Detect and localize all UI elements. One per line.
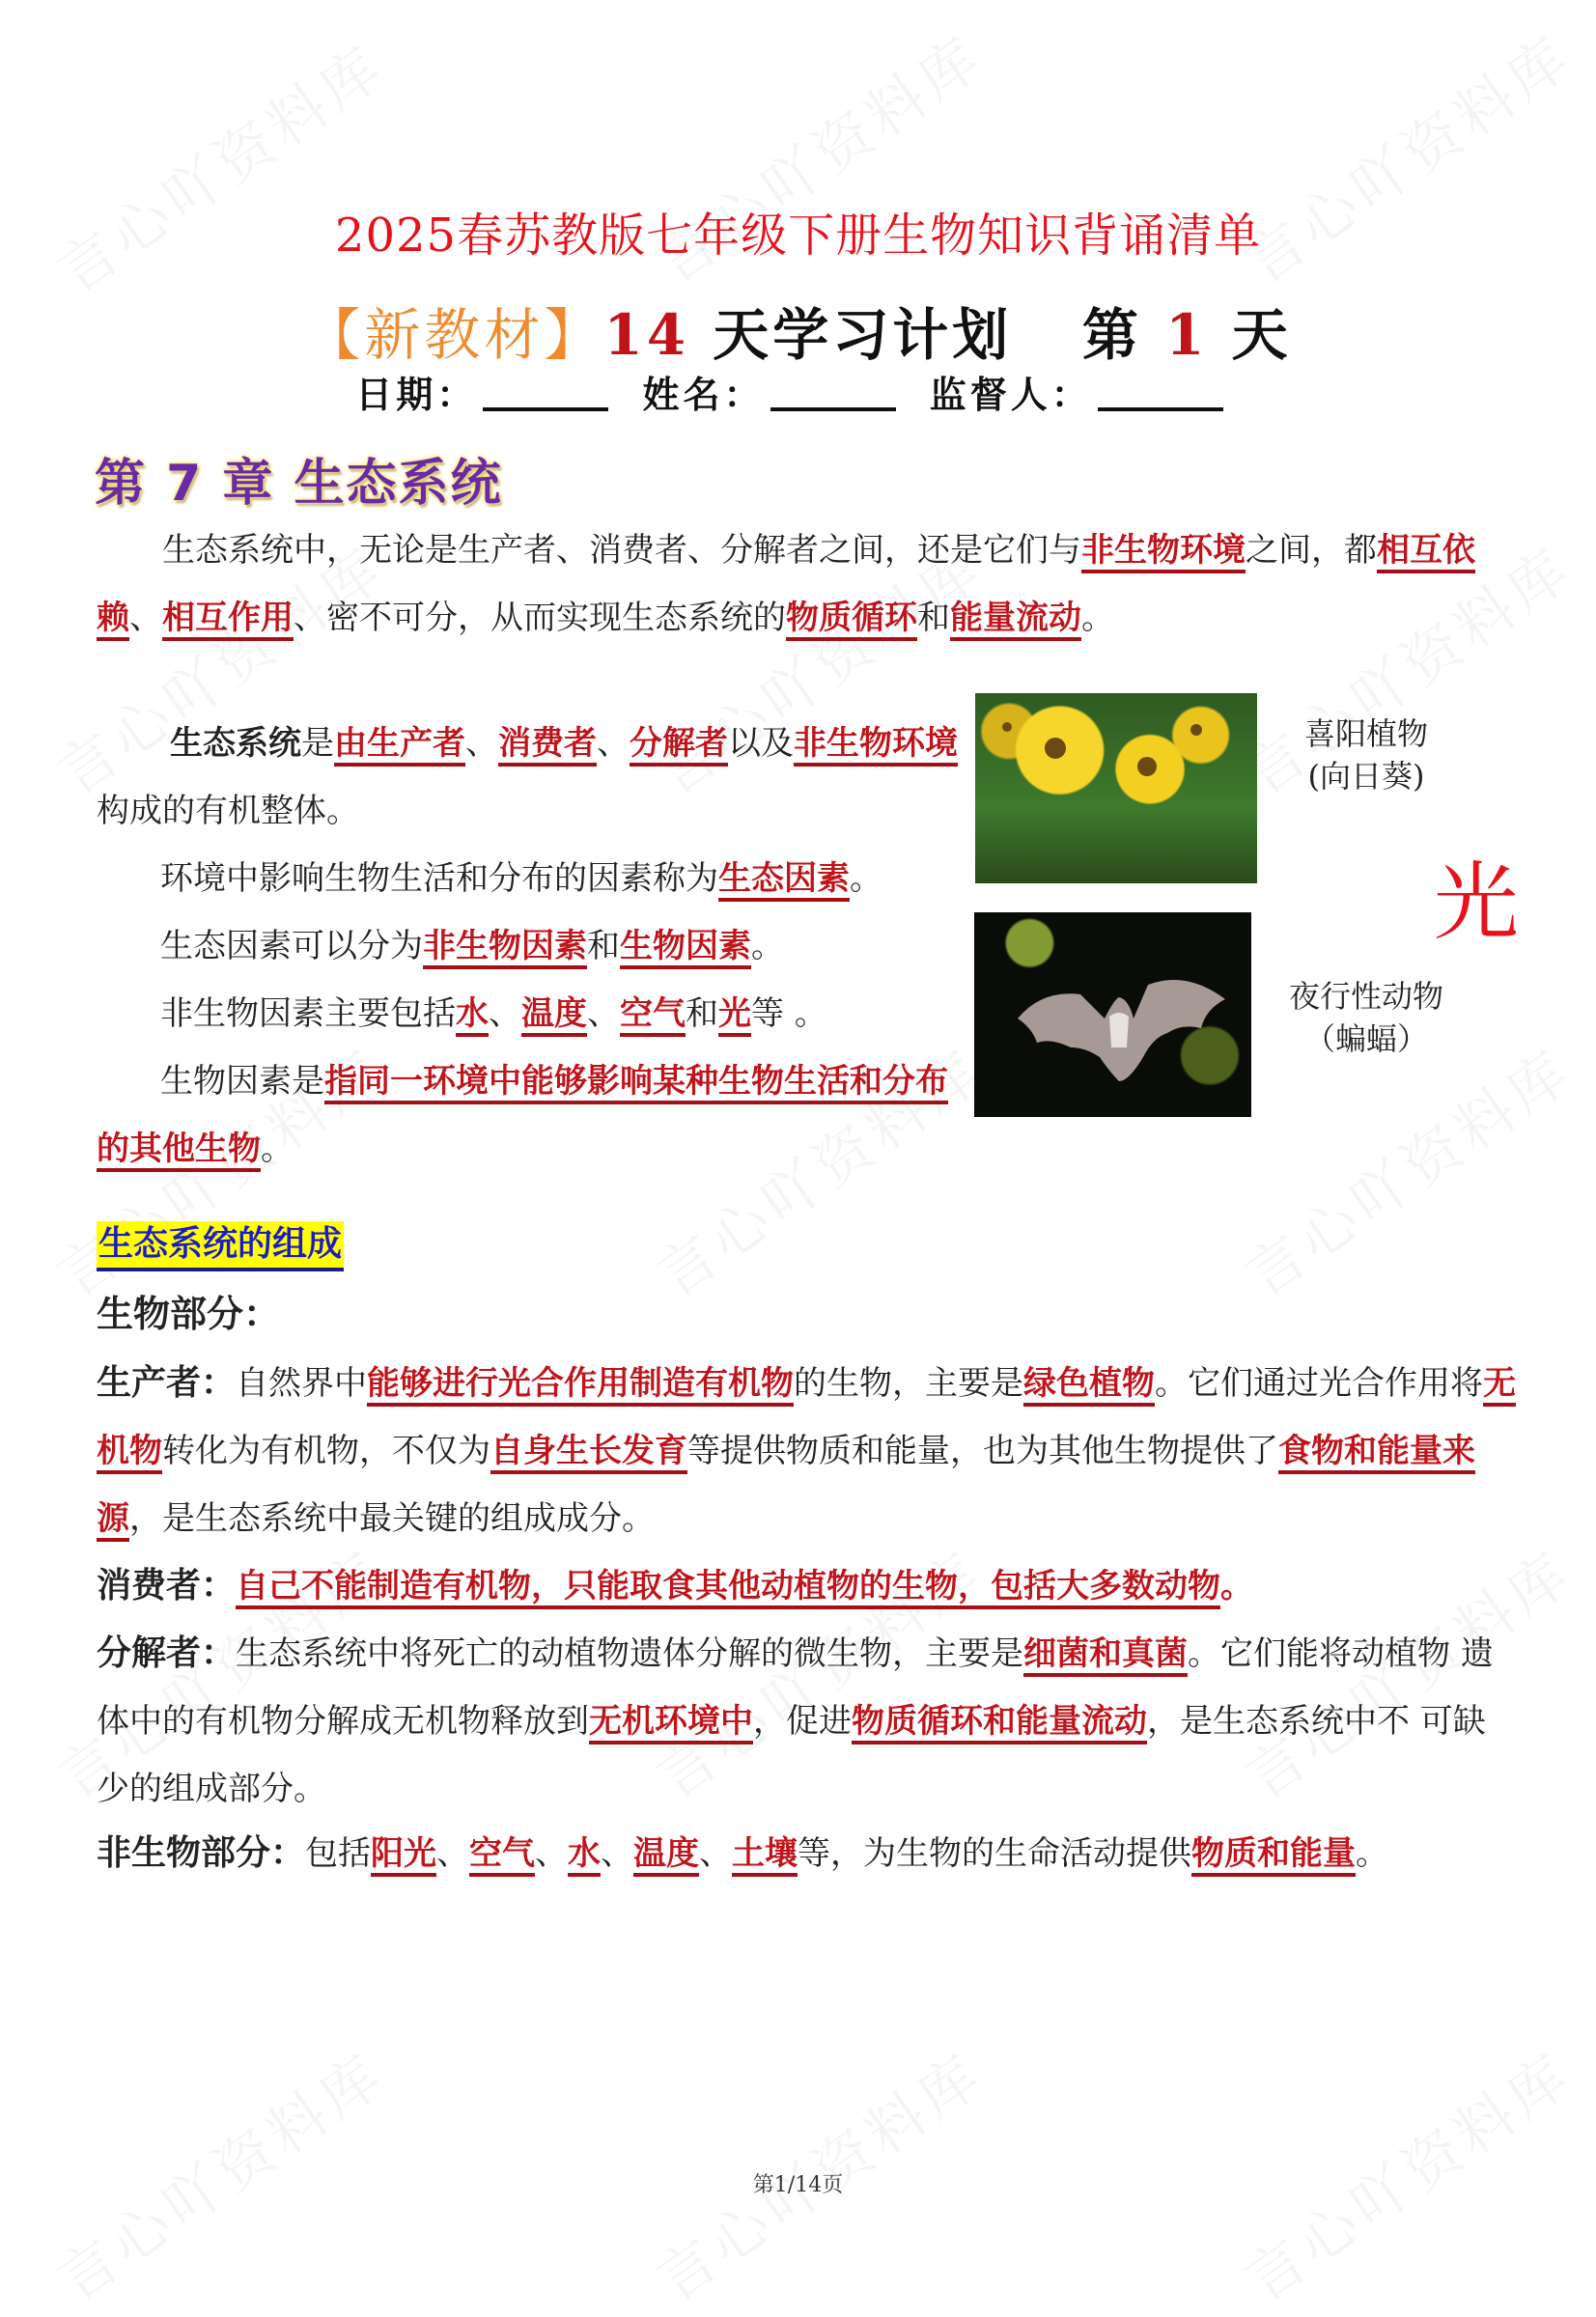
ecological-factor-line (97, 845, 966, 912)
day-suffix: 天 (1231, 302, 1292, 368)
text: 。 (1220, 1567, 1254, 1605)
key-term: 温度 (521, 994, 587, 1037)
text: ，是生态系统中不 可缺少的组成部分。 (97, 1702, 1486, 1808)
text: 、 (699, 1834, 733, 1873)
text: 以及 (728, 724, 794, 763)
plan-text: 天学习计划 (713, 302, 1013, 368)
key-term: 生物因素 (620, 927, 751, 969)
key-term: 食物和能量来源 (97, 1432, 1475, 1542)
caption-line: （蝙蝠） (1303, 1020, 1428, 1057)
text: 和 (917, 599, 950, 637)
supervisor-label: 监督人： (929, 373, 1092, 416)
intro-paragraph (97, 516, 1516, 652)
key-term: 阳光 (371, 1834, 436, 1877)
text: 等，为生物的生命活动提供 (798, 1834, 1192, 1873)
text: 构成的有机整体。 (97, 792, 359, 830)
text: 、 (601, 1834, 634, 1873)
producer-paragraph (97, 1350, 1516, 1552)
key-term: 非生物环境 (1081, 531, 1246, 573)
bat-caption (1260, 975, 1472, 1060)
text: ，促进 (753, 1702, 852, 1741)
text: 。 (261, 1130, 294, 1168)
key-term: 能量流动 (950, 599, 1081, 641)
consumer-label: 消费者： (97, 1566, 237, 1605)
consumer-paragraph (97, 1552, 1516, 1620)
bat-image (974, 912, 1251, 1117)
key-term: 相互依赖 (97, 531, 1475, 641)
text: 生物因素是 (160, 1062, 324, 1101)
caption-line: 夜行性动物 (1288, 978, 1443, 1015)
key-term: 能够进行光合作用制造有机物 (367, 1364, 794, 1407)
date-label: 日期： (355, 373, 478, 416)
key-term: 无机环境中 (589, 1702, 753, 1745)
study-plan-subtitle (0, 290, 1596, 371)
factor-types-line (97, 912, 966, 980)
key-term: 无机物 (97, 1364, 1516, 1474)
abiotic-label: 非生物部分： (97, 1833, 306, 1873)
decomposer-paragraph (97, 1620, 1516, 1823)
text: 、 (489, 994, 521, 1033)
text: 等提供物质和能量，也为其他生物提供了 (687, 1432, 1278, 1470)
ecosystem-definition-block (97, 710, 966, 1183)
key-term: 相互作用 (162, 599, 294, 641)
text: 、 (535, 1834, 569, 1873)
text: 、 (597, 724, 630, 763)
date-blank-field[interactable] (483, 375, 608, 411)
text: 转化为有机物，不仅为 (162, 1432, 490, 1470)
key-term: 绿色植物 (1023, 1364, 1155, 1407)
key-term: 光 (718, 994, 751, 1037)
key-term: 消费者 (498, 724, 597, 767)
text: 的生物，主要是 (794, 1364, 1024, 1403)
text: 、密不可分，从而实现生态系统的 (294, 599, 786, 637)
watermark (1226, 1026, 1587, 1314)
watermark (39, 22, 400, 310)
name-blank-field[interactable] (770, 375, 896, 411)
text: 生态因素可以分为 (160, 927, 423, 965)
text: 。 (751, 927, 784, 965)
key-term: 水 (456, 994, 489, 1037)
key-term: 水 (568, 1834, 601, 1877)
definition-paragraph (97, 710, 966, 845)
producer-label: 生产者： (97, 1363, 237, 1403)
text: 包括 (305, 1834, 372, 1873)
days-total: 14 (603, 302, 690, 368)
key-term: 非生物环境 (794, 724, 958, 767)
text: 。 (1356, 1834, 1389, 1873)
text: 。 (1081, 599, 1114, 637)
supervisor-blank-field[interactable] (1098, 375, 1223, 411)
biotic-part-heading: 生物部分： (97, 1293, 281, 1335)
key-term: 物质循环 (786, 599, 917, 641)
text: 生态系统中，无论是生产者、消费者、分解者之间，还是它们与 (162, 531, 1081, 570)
key-term: 空气 (469, 1834, 535, 1877)
text: 。它们通过光合作用将 (1155, 1364, 1484, 1403)
page-indicator: 第1/14页 (752, 2173, 844, 2197)
key-term: 物质循环和能量流动 (852, 1702, 1147, 1745)
text: 、 (129, 599, 162, 637)
text: 之间，都 (1246, 531, 1377, 570)
text: 。 (850, 859, 882, 898)
day-number: 1 (1165, 302, 1209, 368)
section-heading-composition: 生态系统的组成 (97, 1221, 344, 1271)
term: 生态系统 (170, 724, 301, 763)
sunflower-caption (1274, 712, 1458, 797)
text: 。它们能将动植物 遗体中的有机物分解成无机物释放到 (97, 1634, 1494, 1741)
text: 、 (587, 994, 620, 1033)
sunflower-image (975, 693, 1257, 883)
light-factor-label: 光 (1434, 852, 1520, 952)
day-prefix: 第 (1081, 302, 1142, 368)
key-term: 物质和能量 (1191, 1834, 1356, 1877)
key-term: 指同一环境中能够影响某种生物生活和分布的其他生物 (97, 1062, 948, 1172)
abiotic-factors-line (97, 980, 966, 1047)
bat-silhouette-icon (974, 912, 1251, 1117)
key-term: 空气 (620, 994, 686, 1037)
key-term: 自身生长发育 (490, 1432, 687, 1474)
text: 非生物因素主要包括 (160, 994, 456, 1033)
key-term: 温度 (633, 1834, 699, 1877)
document-title: 2025春苏教版七年级下册生物知识背诵清单 (334, 209, 1262, 263)
text: 等 。 (751, 994, 827, 1033)
key-term: 非生物因素 (423, 927, 587, 969)
new-textbook-tag: 【新教材】 (304, 302, 604, 368)
text: 生态系统中将死亡的动植物遗体分解的微生物，主要是 (236, 1634, 1024, 1673)
text: 和 (587, 927, 620, 965)
text: 、 (436, 1834, 470, 1873)
abiotic-part-paragraph (97, 1820, 1516, 1887)
meta-fields (0, 365, 1596, 418)
decomposer-label: 分解者： (97, 1633, 237, 1673)
key-term: 分解者 (630, 724, 728, 767)
key-term: 细菌和真菌 (1023, 1634, 1188, 1677)
name-label: 姓名： (642, 373, 765, 416)
text: 和 (686, 994, 718, 1033)
caption-line: (向日葵) (1307, 758, 1425, 795)
text: 是 (301, 724, 334, 763)
text: ，是生态系统中最关键的组成成分。 (129, 1499, 655, 1538)
text: 、 (465, 724, 498, 763)
text: 环境中影响生物生活和分布的因素称为 (160, 859, 718, 898)
chapter-heading: 第 7 章 生态系统 (95, 455, 503, 513)
key-term: 自己不能制造有机物，只能取食其他动植物的生物，包括大多数动物 (236, 1567, 1220, 1609)
caption-line: 喜阳植物 (1303, 715, 1428, 752)
biotic-factors-line (97, 1047, 966, 1183)
key-term: 生态因素 (718, 859, 850, 902)
key-term: 土壤 (732, 1834, 798, 1877)
key-term: 由生产者 (334, 724, 465, 767)
text: 自然界中 (236, 1364, 368, 1403)
